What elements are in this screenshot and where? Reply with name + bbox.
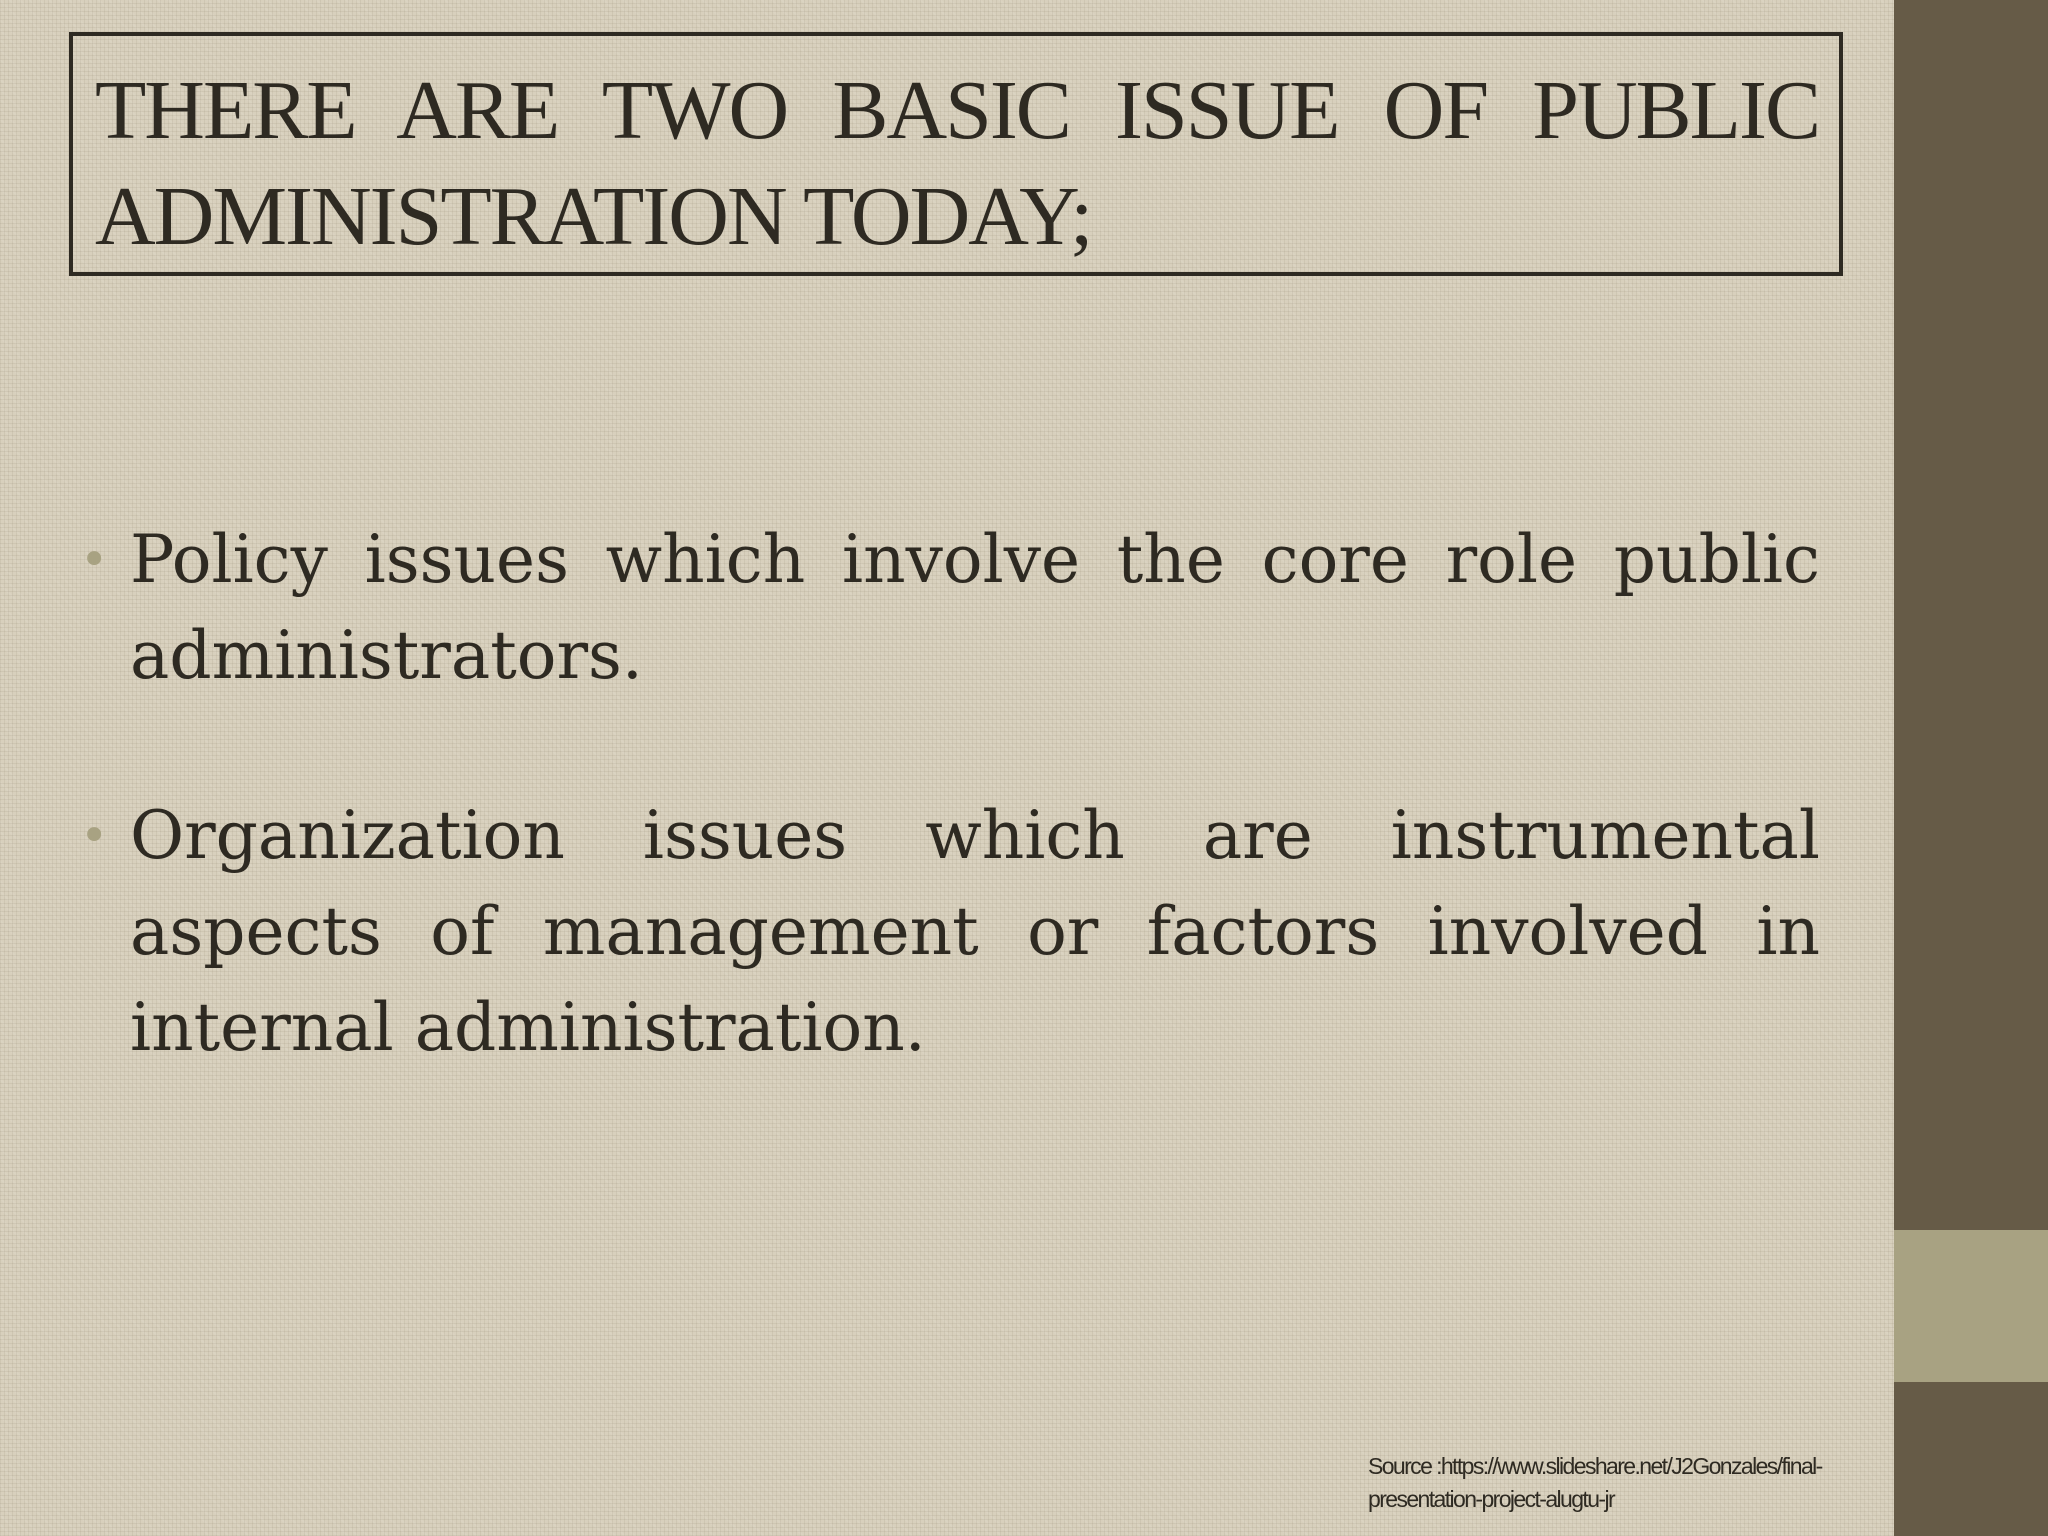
source-line-2: presentation-project-alugtu-jr bbox=[1368, 1486, 1615, 1512]
bullet-dot-icon: • bbox=[80, 532, 109, 588]
bullet-text: Policy issues which involve the core role public administrators. bbox=[130, 521, 1820, 694]
bullet-list bbox=[80, 512, 1820, 1160]
slide-title: THERE ARE TWO BASIC ISSUE OF PUBLIC ADMINISTRATION TODAY; bbox=[95, 64, 1819, 263]
source-line-1: Source :https://www.slideshare.net/J2Gonzales/final- bbox=[1368, 1453, 1822, 1479]
bullet-text: Organization issues which are instrumental aspects of management or factors involved in internal administration. bbox=[130, 797, 1820, 1066]
bullet-item-policy bbox=[80, 512, 1820, 704]
sidebar-accent-block bbox=[1894, 1230, 2048, 1382]
bullet-item-organization bbox=[80, 788, 1820, 1076]
bullet-dot-icon: • bbox=[80, 808, 109, 864]
source-citation bbox=[1368, 1450, 1848, 1516]
title-box bbox=[69, 32, 1843, 276]
